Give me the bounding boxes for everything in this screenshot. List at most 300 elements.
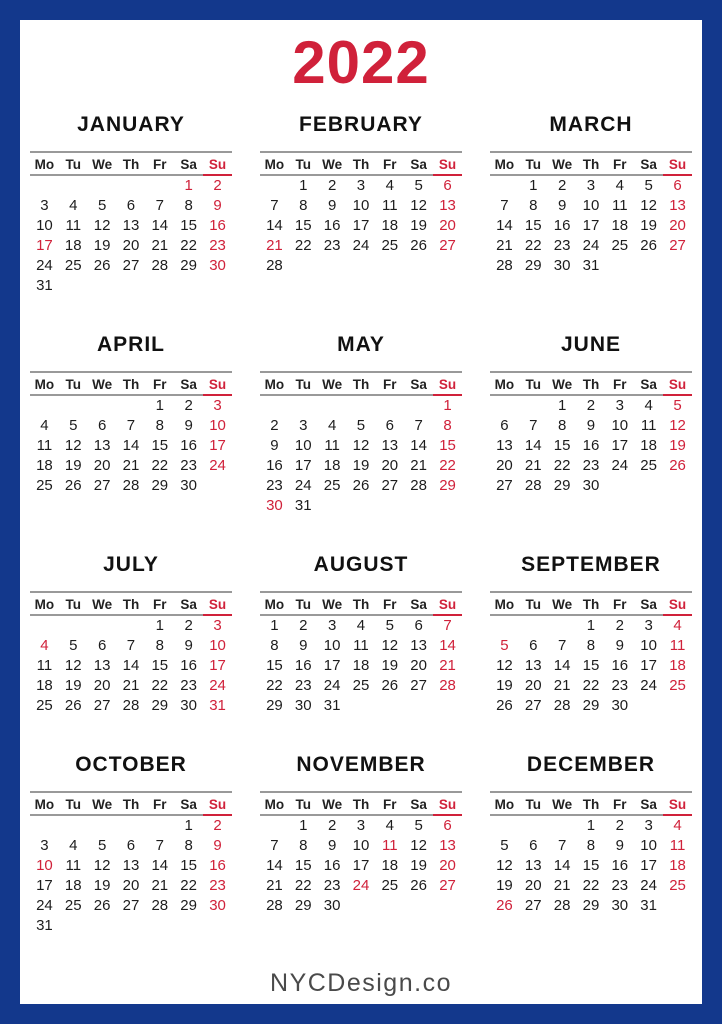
empty-cell bbox=[59, 815, 88, 835]
day-cell: 25 bbox=[669, 676, 686, 694]
empty-cell bbox=[30, 815, 59, 835]
day-cell: 13 bbox=[410, 636, 427, 654]
empty-cell bbox=[433, 895, 462, 915]
month-july bbox=[30, 553, 232, 715]
month-february bbox=[260, 113, 462, 295]
day-cell: 7 bbox=[155, 196, 164, 214]
day-cell: 23 bbox=[209, 876, 226, 894]
day-cell: 30 bbox=[209, 256, 226, 274]
day-cell: 28 bbox=[553, 896, 571, 914]
week-row bbox=[30, 695, 232, 715]
empty-cell bbox=[433, 695, 462, 715]
week-row bbox=[260, 835, 462, 855]
day-cell: 26 bbox=[93, 896, 111, 914]
weekday-header-mo: Mo bbox=[260, 152, 289, 175]
day-cell: 14 bbox=[439, 636, 456, 654]
day-cell: 11 bbox=[669, 836, 686, 854]
day-cell: 1 bbox=[443, 397, 452, 414]
week-row bbox=[30, 455, 232, 475]
day-cell: 24 bbox=[640, 876, 657, 894]
weekday-header-we: We bbox=[318, 372, 347, 395]
day-cell: 21 bbox=[439, 656, 456, 674]
weekday-header-row bbox=[490, 152, 692, 175]
weekday-header-we: We bbox=[88, 152, 117, 175]
day-cell: 24 bbox=[209, 676, 226, 694]
day-cell: 11 bbox=[324, 436, 340, 454]
weekday-header-su: Su bbox=[203, 792, 232, 815]
day-cell: 18 bbox=[611, 216, 629, 234]
empty-cell bbox=[30, 395, 59, 415]
day-cell: 31 bbox=[209, 696, 226, 714]
day-cell: 7 bbox=[557, 636, 567, 654]
week-row bbox=[30, 835, 232, 855]
day-cell: 29 bbox=[524, 256, 542, 274]
month-name: OCTOBER bbox=[75, 753, 187, 776]
empty-cell bbox=[318, 395, 347, 415]
day-cell: 4 bbox=[356, 617, 366, 634]
day-cell: 28 bbox=[439, 676, 456, 694]
day-cell: 15 bbox=[582, 656, 600, 674]
day-cell: 17 bbox=[36, 876, 53, 894]
day-cell: 25 bbox=[669, 876, 686, 894]
day-cell: 13 bbox=[439, 836, 456, 854]
day-cell: 11 bbox=[353, 636, 369, 654]
day-cell: 1 bbox=[270, 617, 279, 634]
day-cell: 7 bbox=[126, 416, 136, 434]
day-cell: 27 bbox=[381, 476, 399, 494]
weekday-header-row bbox=[490, 592, 692, 615]
week-row bbox=[490, 195, 692, 215]
weekday-header-su: Su bbox=[663, 592, 692, 615]
empty-cell bbox=[145, 915, 174, 935]
day-cell: 12 bbox=[93, 856, 111, 874]
day-cell: 28 bbox=[151, 256, 169, 274]
week-row bbox=[490, 615, 692, 635]
day-cell: 22 bbox=[151, 676, 169, 694]
day-cell: 21 bbox=[410, 456, 427, 474]
day-cell: 19 bbox=[669, 436, 686, 454]
day-cell: 6 bbox=[500, 416, 509, 434]
day-cell: 10 bbox=[352, 196, 370, 214]
weekday-header-sa: Sa bbox=[634, 372, 663, 395]
week-row bbox=[260, 875, 462, 895]
weekday-header-mo: Mo bbox=[30, 152, 59, 175]
day-cell: 13 bbox=[122, 216, 140, 234]
week-row bbox=[490, 395, 692, 415]
footer-brand: NYCDesign.co bbox=[270, 969, 452, 997]
month-november bbox=[260, 753, 462, 935]
day-cell: 6 bbox=[443, 817, 452, 834]
day-cell: 4 bbox=[385, 817, 394, 834]
day-cell: 30 bbox=[553, 256, 571, 274]
weekday-header-we: We bbox=[548, 372, 577, 395]
week-row bbox=[260, 815, 462, 835]
day-cell: 8 bbox=[443, 416, 452, 434]
day-cell: 4 bbox=[69, 196, 78, 214]
empty-cell bbox=[404, 255, 433, 275]
day-cell: 3 bbox=[213, 397, 222, 414]
day-cell: 22 bbox=[266, 676, 283, 694]
day-cell: 30 bbox=[582, 476, 600, 494]
empty-cell bbox=[433, 255, 462, 275]
weekday-header-tu: Tu bbox=[519, 152, 548, 175]
day-cell: 9 bbox=[184, 636, 193, 654]
day-cell: 19 bbox=[381, 656, 399, 674]
day-cell: 8 bbox=[529, 196, 538, 214]
empty-cell bbox=[260, 395, 289, 415]
day-cell: 18 bbox=[36, 676, 53, 694]
empty-cell bbox=[117, 175, 146, 195]
weekday-header-th: Th bbox=[117, 152, 146, 175]
calendar-sheet bbox=[20, 20, 702, 1004]
day-cell: 8 bbox=[586, 836, 596, 854]
empty-cell bbox=[490, 615, 519, 635]
day-cell: 15 bbox=[151, 436, 169, 454]
day-cell: 23 bbox=[611, 676, 629, 694]
week-row bbox=[30, 435, 232, 455]
day-cell: 8 bbox=[184, 836, 193, 854]
day-cell: 17 bbox=[352, 216, 370, 234]
weekday-header-sa: Sa bbox=[174, 592, 203, 615]
day-cell: 18 bbox=[381, 856, 399, 874]
day-cell: 2 bbox=[615, 817, 624, 834]
day-cell: 18 bbox=[64, 236, 82, 254]
day-cell: 4 bbox=[40, 416, 49, 434]
week-row bbox=[260, 235, 462, 255]
day-cell: 17 bbox=[640, 856, 657, 874]
day-cell: 20 bbox=[669, 216, 686, 234]
day-cell: 3 bbox=[40, 836, 49, 854]
day-cell: 11 bbox=[65, 856, 82, 874]
day-cell: 9 bbox=[213, 836, 222, 854]
empty-cell bbox=[145, 815, 174, 835]
weekday-header-we: We bbox=[88, 792, 117, 815]
day-cell: 29 bbox=[151, 696, 169, 714]
empty-cell bbox=[404, 695, 433, 715]
day-cell: 28 bbox=[122, 696, 140, 714]
empty-cell bbox=[490, 395, 519, 415]
day-cell: 26 bbox=[496, 896, 513, 914]
day-cell: 2 bbox=[327, 177, 337, 194]
empty-cell bbox=[318, 495, 347, 515]
day-cell: 15 bbox=[553, 436, 571, 454]
day-cell: 27 bbox=[410, 676, 427, 694]
weekday-header-tu: Tu bbox=[59, 372, 88, 395]
day-cell: 7 bbox=[414, 416, 423, 434]
week-row bbox=[30, 915, 232, 935]
week-row bbox=[260, 635, 462, 655]
day-cell: 10 bbox=[352, 836, 370, 854]
day-cell: 3 bbox=[615, 397, 624, 414]
day-cell: 28 bbox=[266, 896, 283, 914]
empty-cell bbox=[375, 495, 404, 515]
day-cell: 23 bbox=[582, 456, 600, 474]
week-row bbox=[490, 175, 692, 195]
day-cell: 10 bbox=[209, 636, 226, 654]
month-march bbox=[490, 113, 692, 295]
day-cell: 5 bbox=[414, 177, 423, 194]
day-cell: 12 bbox=[64, 436, 82, 454]
day-cell: 5 bbox=[500, 636, 509, 654]
weekday-header-fr: Fr bbox=[375, 372, 404, 395]
weekday-header-we: We bbox=[548, 152, 577, 175]
weekday-header-th: Th bbox=[577, 592, 606, 615]
weekday-header-row bbox=[30, 372, 232, 395]
month-table bbox=[30, 591, 232, 715]
weekday-header-sa: Sa bbox=[634, 792, 663, 815]
day-cell: 25 bbox=[352, 676, 370, 694]
week-row bbox=[260, 655, 462, 675]
week-row bbox=[260, 695, 462, 715]
day-cell: 1 bbox=[184, 817, 193, 834]
day-cell: 4 bbox=[385, 177, 394, 194]
day-cell: 26 bbox=[93, 256, 111, 274]
week-row bbox=[490, 855, 692, 875]
empty-cell bbox=[605, 255, 634, 275]
day-cell: 13 bbox=[496, 436, 513, 454]
day-cell: 17 bbox=[294, 456, 312, 474]
weekday-header-mo: Mo bbox=[260, 372, 289, 395]
empty-cell bbox=[30, 615, 59, 635]
day-cell: 26 bbox=[381, 676, 399, 694]
empty-cell bbox=[663, 475, 692, 495]
day-cell: 5 bbox=[356, 416, 366, 434]
empty-cell bbox=[203, 275, 232, 295]
month-table bbox=[490, 151, 692, 275]
day-cell: 20 bbox=[381, 456, 399, 474]
day-cell: 5 bbox=[97, 836, 107, 854]
day-cell: 19 bbox=[410, 216, 427, 234]
month-august bbox=[260, 553, 462, 715]
weekday-header-tu: Tu bbox=[519, 592, 548, 615]
empty-cell bbox=[375, 255, 404, 275]
day-cell: 31 bbox=[36, 276, 53, 294]
weekday-header-row bbox=[260, 152, 462, 175]
day-cell: 21 bbox=[553, 676, 571, 694]
day-cell: 24 bbox=[640, 676, 657, 694]
day-cell: 1 bbox=[184, 177, 193, 194]
day-cell: 12 bbox=[93, 216, 111, 234]
day-cell: 1 bbox=[155, 617, 164, 634]
month-name: JANUARY bbox=[77, 113, 185, 136]
weekday-header-sa: Sa bbox=[174, 372, 203, 395]
day-cell: 11 bbox=[36, 436, 53, 454]
day-cell: 8 bbox=[299, 836, 308, 854]
day-cell: 31 bbox=[36, 916, 53, 934]
day-cell: 6 bbox=[126, 836, 136, 854]
day-cell: 21 bbox=[151, 876, 169, 894]
day-cell: 23 bbox=[323, 236, 341, 254]
weekday-header-row bbox=[30, 152, 232, 175]
month-january bbox=[30, 113, 232, 295]
day-cell: 15 bbox=[294, 856, 312, 874]
day-cell: 2 bbox=[586, 397, 596, 414]
empty-cell bbox=[375, 395, 404, 415]
week-row bbox=[490, 815, 692, 835]
day-cell: 14 bbox=[266, 216, 283, 234]
empty-cell bbox=[59, 615, 88, 635]
day-cell: 11 bbox=[669, 636, 686, 654]
day-cell: 10 bbox=[36, 856, 53, 874]
day-cell: 21 bbox=[553, 876, 571, 894]
day-cell: 18 bbox=[669, 656, 686, 674]
empty-cell bbox=[663, 255, 692, 275]
day-cell: 9 bbox=[557, 196, 567, 214]
day-cell: 26 bbox=[640, 236, 657, 254]
week-row bbox=[260, 215, 462, 235]
week-row bbox=[30, 895, 232, 915]
day-cell: 24 bbox=[209, 456, 226, 474]
weekday-header-tu: Tu bbox=[289, 592, 318, 615]
day-cell: 25 bbox=[36, 696, 53, 714]
weekday-header-tu: Tu bbox=[59, 592, 88, 615]
day-cell: 2 bbox=[213, 817, 222, 834]
day-cell: 23 bbox=[323, 876, 341, 894]
day-cell: 5 bbox=[69, 636, 78, 654]
day-cell: 16 bbox=[266, 456, 283, 474]
day-cell: 26 bbox=[64, 696, 82, 714]
day-cell: 14 bbox=[151, 216, 169, 234]
day-cell: 9 bbox=[270, 436, 279, 454]
day-cell: 15 bbox=[524, 216, 542, 234]
day-cell: 31 bbox=[294, 496, 312, 514]
day-cell: 1 bbox=[529, 177, 538, 194]
day-cell: 16 bbox=[582, 436, 600, 454]
day-cell: 24 bbox=[611, 456, 629, 474]
month-table bbox=[260, 371, 462, 515]
day-cell: 30 bbox=[209, 896, 226, 914]
month-table bbox=[260, 151, 462, 275]
week-row bbox=[260, 415, 462, 435]
day-cell: 15 bbox=[294, 216, 312, 234]
month-name: DECEMBER bbox=[526, 753, 656, 776]
day-cell: 29 bbox=[582, 696, 600, 714]
weekday-header-tu: Tu bbox=[289, 152, 318, 175]
day-cell: 10 bbox=[582, 196, 600, 214]
month-name: FEBRUARY bbox=[299, 113, 423, 136]
day-cell: 27 bbox=[122, 896, 140, 914]
day-cell: 23 bbox=[209, 236, 226, 254]
week-row bbox=[260, 175, 462, 195]
day-cell: 28 bbox=[151, 896, 169, 914]
months-grid bbox=[20, 113, 702, 935]
day-cell: 10 bbox=[611, 416, 629, 434]
day-cell: 14 bbox=[122, 436, 140, 454]
day-cell: 13 bbox=[669, 196, 686, 214]
empty-cell bbox=[404, 495, 433, 515]
day-cell: 17 bbox=[36, 236, 53, 254]
weekday-header-row bbox=[260, 592, 462, 615]
day-cell: 19 bbox=[64, 676, 82, 694]
day-cell: 2 bbox=[184, 617, 193, 634]
year-title: 2022 bbox=[292, 29, 430, 96]
month-september bbox=[490, 553, 692, 715]
weekday-header-fr: Fr bbox=[375, 592, 404, 615]
weekday-header-th: Th bbox=[117, 372, 146, 395]
day-cell: 29 bbox=[582, 896, 600, 914]
day-cell: 25 bbox=[323, 476, 341, 494]
day-cell: 24 bbox=[352, 236, 370, 254]
day-cell: 16 bbox=[323, 216, 341, 234]
week-row bbox=[260, 495, 462, 515]
day-cell: 14 bbox=[266, 856, 283, 874]
weekday-header-row bbox=[260, 372, 462, 395]
weekday-header-sa: Sa bbox=[404, 592, 433, 615]
day-cell: 27 bbox=[93, 696, 111, 714]
day-cell: 7 bbox=[500, 196, 509, 214]
day-cell: 14 bbox=[151, 856, 169, 874]
day-cell: 6 bbox=[126, 196, 136, 214]
day-cell: 13 bbox=[381, 436, 399, 454]
week-row bbox=[30, 175, 232, 195]
day-cell: 7 bbox=[270, 196, 279, 214]
day-cell: 26 bbox=[410, 236, 427, 254]
day-cell: 27 bbox=[669, 236, 686, 254]
day-cell: 9 bbox=[586, 416, 596, 434]
day-cell: 6 bbox=[385, 416, 394, 434]
day-cell: 17 bbox=[582, 216, 600, 234]
day-cell: 2 bbox=[327, 817, 337, 834]
day-cell: 22 bbox=[180, 236, 197, 254]
weekday-header-fr: Fr bbox=[145, 372, 174, 395]
day-cell: 28 bbox=[496, 256, 513, 274]
day-cell: 9 bbox=[327, 836, 337, 854]
day-cell: 1 bbox=[299, 817, 308, 834]
week-row bbox=[260, 895, 462, 915]
day-cell: 19 bbox=[352, 456, 370, 474]
day-cell: 8 bbox=[270, 636, 279, 654]
month-table bbox=[260, 591, 462, 715]
day-cell: 29 bbox=[553, 476, 571, 494]
day-cell: 22 bbox=[294, 876, 312, 894]
day-cell: 20 bbox=[524, 876, 542, 894]
day-cell: 22 bbox=[582, 876, 600, 894]
week-row bbox=[490, 215, 692, 235]
weekday-header-sa: Sa bbox=[634, 152, 663, 175]
weekday-header-row bbox=[260, 792, 462, 815]
day-cell: 20 bbox=[496, 456, 513, 474]
day-cell: 9 bbox=[615, 636, 624, 654]
day-cell: 14 bbox=[410, 436, 427, 454]
weekday-header-fr: Fr bbox=[605, 372, 634, 395]
empty-cell bbox=[548, 615, 577, 635]
weekday-header-th: Th bbox=[347, 592, 376, 615]
day-cell: 20 bbox=[93, 456, 111, 474]
weekday-header-su: Su bbox=[663, 152, 692, 175]
day-cell: 12 bbox=[352, 436, 370, 454]
day-cell: 4 bbox=[327, 416, 337, 434]
day-cell: 8 bbox=[586, 636, 596, 654]
day-cell: 27 bbox=[122, 256, 140, 274]
week-row bbox=[30, 615, 232, 635]
day-cell: 6 bbox=[673, 177, 682, 194]
day-cell: 12 bbox=[669, 416, 686, 434]
day-cell: 25 bbox=[64, 256, 82, 274]
month-october bbox=[30, 753, 232, 935]
day-cell: 22 bbox=[524, 236, 542, 254]
day-cell: 25 bbox=[381, 876, 399, 894]
day-cell: 24 bbox=[36, 896, 53, 914]
day-cell: 12 bbox=[496, 856, 513, 874]
day-cell: 28 bbox=[266, 256, 283, 274]
day-cell: 3 bbox=[356, 817, 366, 834]
day-cell: 19 bbox=[640, 216, 657, 234]
day-cell: 29 bbox=[180, 896, 197, 914]
week-row bbox=[30, 635, 232, 655]
weekday-header-fr: Fr bbox=[145, 792, 174, 815]
day-cell: 8 bbox=[184, 196, 193, 214]
day-cell: 15 bbox=[180, 856, 197, 874]
